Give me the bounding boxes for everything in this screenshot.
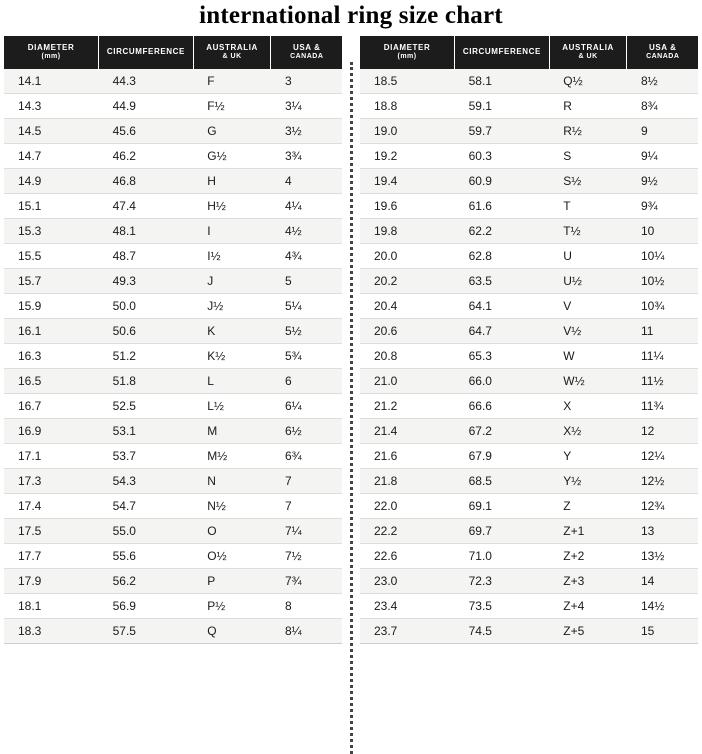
cell-usa-canada: 3½ (271, 118, 342, 143)
cell-australia-uk: N (193, 468, 271, 493)
cell-usa-canada: 4½ (271, 218, 342, 243)
column-header-australia-sub: & UK (578, 53, 598, 60)
column-header-circumference (455, 36, 550, 69)
cell-diameter: 22.0 (360, 493, 455, 518)
left-table-body (4, 69, 342, 644)
cell-diameter: 19.4 (360, 168, 455, 193)
cell-diameter: 18.1 (4, 593, 99, 618)
cell-diameter: 19.2 (360, 143, 455, 168)
table-row (360, 268, 698, 293)
column-header-australia-uk (193, 36, 271, 69)
cell-usa-canada: 7 (271, 493, 342, 518)
table-row (4, 69, 342, 94)
table-row (4, 543, 342, 568)
cell-australia-uk: G½ (193, 143, 271, 168)
cell-circumference: 45.6 (99, 118, 194, 143)
cell-circumference: 56.9 (99, 593, 194, 618)
table-row (360, 218, 698, 243)
cell-australia-uk: G (193, 118, 271, 143)
cell-usa-canada: 5¾ (271, 343, 342, 368)
cell-usa-canada: 15 (627, 618, 698, 643)
table-row (4, 218, 342, 243)
table-divider (346, 36, 356, 754)
column-header-usa-label: USA & (648, 43, 677, 52)
cell-diameter: 20.0 (360, 243, 455, 268)
cell-diameter: 21.0 (360, 368, 455, 393)
cell-circumference: 57.5 (99, 618, 194, 643)
table-row (4, 593, 342, 618)
cell-circumference: 46.2 (99, 143, 194, 168)
cell-diameter: 16.1 (4, 318, 99, 343)
table-row (360, 93, 698, 118)
column-header-diameter (4, 36, 99, 69)
left-table-wrapper (4, 36, 342, 644)
table-row (4, 418, 342, 443)
cell-usa-canada: 4¾ (271, 243, 342, 268)
cell-usa-canada: 8¼ (271, 618, 342, 643)
cell-usa-canada: 6 (271, 368, 342, 393)
table-row (4, 243, 342, 268)
table-row (360, 568, 698, 593)
cell-circumference: 69.7 (455, 518, 550, 543)
cell-australia-uk: M (193, 418, 271, 443)
cell-usa-canada: 6¾ (271, 443, 342, 468)
cell-australia-uk: U (549, 243, 627, 268)
cell-australia-uk: Q (193, 618, 271, 643)
cell-usa-canada: 5 (271, 268, 342, 293)
cell-circumference: 58.1 (455, 69, 550, 94)
cell-australia-uk: X½ (549, 418, 627, 443)
cell-australia-uk: V½ (549, 318, 627, 343)
cell-diameter: 17.7 (4, 543, 99, 568)
table-row (4, 368, 342, 393)
cell-circumference: 59.1 (455, 93, 550, 118)
cell-usa-canada: 12 (627, 418, 698, 443)
cell-circumference: 65.3 (455, 343, 550, 368)
cell-circumference: 71.0 (455, 543, 550, 568)
cell-diameter: 18.5 (360, 69, 455, 94)
header-row (360, 36, 698, 69)
cell-australia-uk: U½ (549, 268, 627, 293)
cell-usa-canada: 4¼ (271, 193, 342, 218)
cell-diameter: 23.0 (360, 568, 455, 593)
right-table-header (360, 36, 698, 69)
cell-circumference: 52.5 (99, 393, 194, 418)
column-header-usa-sub: CANADA (646, 53, 680, 60)
cell-diameter: 22.2 (360, 518, 455, 543)
cell-australia-uk: S½ (549, 168, 627, 193)
table-row (360, 243, 698, 268)
cell-usa-canada: 11 (627, 318, 698, 343)
cell-usa-canada: 7 (271, 468, 342, 493)
cell-usa-canada: 5¼ (271, 293, 342, 318)
column-header-australia-sub: & UK (222, 53, 242, 60)
table-row (4, 493, 342, 518)
table-row (360, 468, 698, 493)
cell-diameter: 16.3 (4, 343, 99, 368)
table-row (4, 318, 342, 343)
cell-australia-uk: P (193, 568, 271, 593)
cell-australia-uk: H (193, 168, 271, 193)
table-row (4, 93, 342, 118)
table-row (360, 368, 698, 393)
cell-diameter: 17.5 (4, 518, 99, 543)
column-header-diameter-sub: (mm) (41, 53, 61, 60)
cell-usa-canada: 11½ (627, 368, 698, 393)
cell-diameter: 16.5 (4, 368, 99, 393)
cell-usa-canada: 12½ (627, 468, 698, 493)
table-row (360, 543, 698, 568)
table-row (360, 318, 698, 343)
cell-australia-uk: O (193, 518, 271, 543)
right-table-wrapper (360, 36, 698, 644)
column-header-australia-label: AUSTRALIA (562, 43, 614, 52)
cell-circumference: 50.6 (99, 318, 194, 343)
table-row (4, 518, 342, 543)
cell-diameter: 23.4 (360, 593, 455, 618)
cell-circumference: 59.7 (455, 118, 550, 143)
cell-diameter: 19.6 (360, 193, 455, 218)
cell-circumference: 73.5 (455, 593, 550, 618)
cell-diameter: 15.7 (4, 268, 99, 293)
cell-diameter: 15.5 (4, 243, 99, 268)
cell-circumference: 49.3 (99, 268, 194, 293)
cell-circumference: 53.7 (99, 443, 194, 468)
header-row (4, 36, 342, 69)
cell-australia-uk: M½ (193, 443, 271, 468)
page-title: international ring size chart (199, 2, 503, 29)
cell-usa-canada: 8¾ (627, 93, 698, 118)
table-row (4, 168, 342, 193)
cell-usa-canada: 7½ (271, 543, 342, 568)
cell-australia-uk: H½ (193, 193, 271, 218)
table-row (360, 593, 698, 618)
cell-diameter: 19.0 (360, 118, 455, 143)
cell-australia-uk: K½ (193, 343, 271, 368)
cell-diameter: 21.4 (360, 418, 455, 443)
column-header-australia-uk (549, 36, 627, 69)
cell-usa-canada: 3¼ (271, 93, 342, 118)
cell-circumference: 60.3 (455, 143, 550, 168)
cell-usa-canada: 4 (271, 168, 342, 193)
column-header-usa-label: USA & (292, 43, 321, 52)
cell-australia-uk: Y½ (549, 468, 627, 493)
table-row (4, 568, 342, 593)
cell-circumference: 63.5 (455, 268, 550, 293)
cell-circumference: 74.5 (455, 618, 550, 643)
cell-circumference: 67.2 (455, 418, 550, 443)
cell-diameter: 14.5 (4, 118, 99, 143)
cell-australia-uk: W (549, 343, 627, 368)
cell-circumference: 48.1 (99, 218, 194, 243)
cell-circumference: 50.0 (99, 293, 194, 318)
cell-australia-uk: Z+1 (549, 518, 627, 543)
table-row (360, 618, 698, 643)
column-header-usa-sub: CANADA (290, 53, 324, 60)
cell-usa-canada: 10 (627, 218, 698, 243)
table-row (360, 443, 698, 468)
cell-usa-canada: 11¾ (627, 393, 698, 418)
cell-australia-uk: Z+2 (549, 543, 627, 568)
column-header-diameter (360, 36, 455, 69)
table-row (4, 393, 342, 418)
cell-australia-uk: W½ (549, 368, 627, 393)
cell-australia-uk: I½ (193, 243, 271, 268)
cell-circumference: 55.6 (99, 543, 194, 568)
cell-australia-uk: J (193, 268, 271, 293)
cell-diameter: 15.9 (4, 293, 99, 318)
table-row (4, 118, 342, 143)
table-row (4, 293, 342, 318)
cell-diameter: 14.3 (4, 93, 99, 118)
cell-diameter: 20.2 (360, 268, 455, 293)
cell-australia-uk: O½ (193, 543, 271, 568)
cell-circumference: 51.2 (99, 343, 194, 368)
cell-diameter: 16.7 (4, 393, 99, 418)
column-header-circumference (99, 36, 194, 69)
cell-usa-canada: 10½ (627, 268, 698, 293)
column-header-usa-canada (271, 36, 342, 69)
cell-australia-uk: V (549, 293, 627, 318)
cell-circumference: 54.3 (99, 468, 194, 493)
tables-container (0, 36, 702, 754)
cell-usa-canada: 3¾ (271, 143, 342, 168)
cell-australia-uk: F½ (193, 93, 271, 118)
cell-usa-canada: 11¼ (627, 343, 698, 368)
dotted-divider-line (350, 62, 353, 754)
cell-circumference: 56.2 (99, 568, 194, 593)
cell-diameter: 21.6 (360, 443, 455, 468)
cell-circumference: 61.6 (455, 193, 550, 218)
cell-diameter: 17.3 (4, 468, 99, 493)
cell-circumference: 67.9 (455, 443, 550, 468)
cell-usa-canada: 14 (627, 568, 698, 593)
cell-diameter: 14.1 (4, 69, 99, 94)
column-header-diameter-label: DIAMETER (383, 43, 431, 52)
cell-circumference: 64.7 (455, 318, 550, 343)
cell-circumference: 60.9 (455, 168, 550, 193)
cell-diameter: 16.9 (4, 418, 99, 443)
cell-usa-canada: 9¼ (627, 143, 698, 168)
cell-diameter: 22.6 (360, 543, 455, 568)
cell-australia-uk: T½ (549, 218, 627, 243)
table-row (360, 418, 698, 443)
cell-australia-uk: T (549, 193, 627, 218)
cell-australia-uk: J½ (193, 293, 271, 318)
table-row (360, 193, 698, 218)
cell-diameter: 17.4 (4, 493, 99, 518)
cell-usa-canada: 13 (627, 518, 698, 543)
cell-usa-canada: 7¼ (271, 518, 342, 543)
cell-australia-uk: K (193, 318, 271, 343)
column-header-diameter-label: DIAMETER (27, 43, 75, 52)
cell-usa-canada: 12¾ (627, 493, 698, 518)
cell-australia-uk: L (193, 368, 271, 393)
cell-circumference: 72.3 (455, 568, 550, 593)
table-row (360, 168, 698, 193)
cell-diameter: 21.2 (360, 393, 455, 418)
cell-circumference: 55.0 (99, 518, 194, 543)
cell-usa-canada: 9 (627, 118, 698, 143)
table-row (360, 118, 698, 143)
cell-diameter: 17.9 (4, 568, 99, 593)
cell-usa-canada: 8 (271, 593, 342, 618)
cell-australia-uk: N½ (193, 493, 271, 518)
cell-australia-uk: Z+3 (549, 568, 627, 593)
table-row (4, 343, 342, 368)
cell-circumference: 66.0 (455, 368, 550, 393)
cell-australia-uk: Z (549, 493, 627, 518)
cell-circumference: 62.8 (455, 243, 550, 268)
cell-circumference: 62.2 (455, 218, 550, 243)
table-row (4, 618, 342, 643)
table-row (4, 268, 342, 293)
cell-diameter: 18.8 (360, 93, 455, 118)
table-row (4, 443, 342, 468)
right-table-body (360, 69, 698, 644)
cell-usa-canada: 10¾ (627, 293, 698, 318)
cell-circumference: 68.5 (455, 468, 550, 493)
cell-diameter: 20.8 (360, 343, 455, 368)
cell-australia-uk: X (549, 393, 627, 418)
cell-australia-uk: R (549, 93, 627, 118)
cell-circumference: 64.1 (455, 293, 550, 318)
cell-usa-canada: 3 (271, 69, 342, 94)
cell-diameter: 14.9 (4, 168, 99, 193)
ring-size-chart-page (0, 2, 702, 749)
cell-australia-uk: S (549, 143, 627, 168)
table-row (360, 343, 698, 368)
cell-usa-canada: 9¾ (627, 193, 698, 218)
cell-diameter: 15.1 (4, 193, 99, 218)
cell-circumference: 66.6 (455, 393, 550, 418)
cell-usa-canada: 14½ (627, 593, 698, 618)
cell-diameter: 15.3 (4, 218, 99, 243)
cell-circumference: 47.4 (99, 193, 194, 218)
table-row (360, 493, 698, 518)
column-header-diameter-sub: (mm) (397, 53, 417, 60)
cell-circumference: 44.3 (99, 69, 194, 94)
cell-diameter: 17.1 (4, 443, 99, 468)
column-header-circumference-label: CIRCUMFERENCE (462, 47, 541, 57)
column-header-circumference-label: CIRCUMFERENCE (106, 47, 185, 57)
table-row (4, 193, 342, 218)
cell-diameter: 20.6 (360, 318, 455, 343)
cell-diameter: 14.7 (4, 143, 99, 168)
cell-australia-uk: Y (549, 443, 627, 468)
cell-diameter: 20.4 (360, 293, 455, 318)
table-row (360, 293, 698, 318)
cell-australia-uk: R½ (549, 118, 627, 143)
cell-circumference: 51.8 (99, 368, 194, 393)
table-row (360, 393, 698, 418)
cell-circumference: 53.1 (99, 418, 194, 443)
cell-usa-canada: 5½ (271, 318, 342, 343)
cell-diameter: 23.7 (360, 618, 455, 643)
ring-size-table-right (360, 36, 698, 644)
left-table-header (4, 36, 342, 69)
cell-usa-canada: 9½ (627, 168, 698, 193)
cell-circumference: 54.7 (99, 493, 194, 518)
cell-australia-uk: I (193, 218, 271, 243)
cell-usa-canada: 8½ (627, 69, 698, 94)
cell-circumference: 48.7 (99, 243, 194, 268)
cell-circumference: 69.1 (455, 493, 550, 518)
cell-usa-canada: 7¾ (271, 568, 342, 593)
table-row (4, 143, 342, 168)
column-header-australia-label: AUSTRALIA (206, 43, 258, 52)
cell-diameter: 21.8 (360, 468, 455, 493)
cell-usa-canada: 6¼ (271, 393, 342, 418)
table-row (360, 518, 698, 543)
cell-australia-uk: Q½ (549, 69, 627, 94)
cell-australia-uk: Z+5 (549, 618, 627, 643)
cell-usa-canada: 6½ (271, 418, 342, 443)
cell-australia-uk: P½ (193, 593, 271, 618)
table-row (360, 143, 698, 168)
cell-usa-canada: 12¼ (627, 443, 698, 468)
cell-usa-canada: 13½ (627, 543, 698, 568)
table-row (360, 69, 698, 94)
cell-diameter: 19.8 (360, 218, 455, 243)
ring-size-table-left (4, 36, 342, 644)
column-header-usa-canada (627, 36, 698, 69)
cell-australia-uk: Z+4 (549, 593, 627, 618)
cell-australia-uk: F (193, 69, 271, 94)
cell-circumference: 44.9 (99, 93, 194, 118)
cell-circumference: 46.8 (99, 168, 194, 193)
cell-australia-uk: L½ (193, 393, 271, 418)
cell-diameter: 18.3 (4, 618, 99, 643)
table-row (4, 468, 342, 493)
cell-usa-canada: 10¼ (627, 243, 698, 268)
